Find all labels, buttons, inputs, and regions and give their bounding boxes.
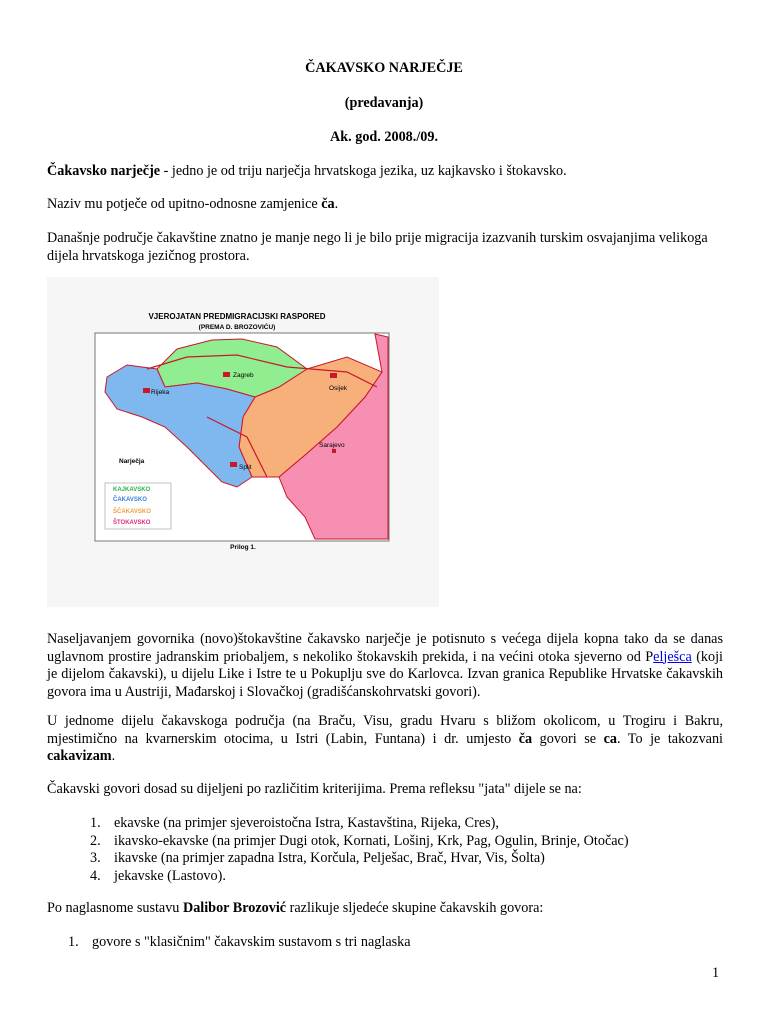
map-subtitle: (PREMA D. BROZOVIĆU) <box>198 324 276 331</box>
cakavizam-end: . <box>111 748 116 764</box>
cakavizam-part3: . To je takozvani <box>616 730 723 747</box>
city-label-rijeka: Rijeka <box>151 389 170 396</box>
dialect-map <box>47 277 439 607</box>
list-item <box>90 815 730 833</box>
naseljavanje-part2: (koji je dijelom čakavski), u dijelu Like i Istre te u Pokuplju sve do Karlovca. Izvan granica Republike Hrvatske čakavskih govora ima u Austriji, Mađarskoj i Slovačkoj (gradišćanskohrvatski govori). <box>47 648 724 700</box>
list-item <box>90 850 730 868</box>
list-number: 1. <box>90 815 101 831</box>
list-text: ikavske (na primjer zapadna Istra, Korčula, Pelješac, Brač, Hvar, Vis, Šolta) <box>114 850 545 866</box>
document-subtitle: (predavanja) <box>344 95 424 111</box>
naseljavanje-part1: Naseljavanjem govornika (novo)štokavštine čakavsko narječje je potisnuto s većega dijela kopna tako da se danas uglavnom prostire jadranskim priobaljem, s nekoliko štokavskih prekida, i na većini otoka sjeverno od P <box>47 631 723 665</box>
naglasni-part1: Po naglasnome sustavu <box>47 900 183 916</box>
city-label-sarajevo: Sarajevo <box>319 442 345 449</box>
naglasni-paragraph <box>47 900 723 918</box>
page-number: 1 <box>712 965 720 981</box>
cakavizam-bold-ca2: ca <box>603 730 617 747</box>
city-marker-osijek <box>330 373 337 378</box>
legend-title: Narječja <box>119 458 145 465</box>
list-item <box>90 868 730 886</box>
city-marker-split <box>230 462 237 467</box>
danasnje-paragraph: Današnje područje čakavštine znatno je manje nego li je bilo prije migracija izazvanih turskim osvajanjima velikoga dijela hrvatskoga jezičnog prostora. <box>47 230 708 264</box>
cakavizam-term: cakavizam <box>47 748 112 764</box>
city-label-osijek: Osijek <box>329 385 348 392</box>
legend-kajkavsko: KAJKAVSKO <box>113 487 151 493</box>
list-item <box>90 833 730 851</box>
list-text: jekavske (Lastovo). <box>114 867 226 884</box>
list-text: ikavsko-ekavske (na primjer Dugi otok, Kornati, Lošinj, Krk, Pag, Ogulin, Brinje, Otočac) <box>114 832 629 849</box>
naziv-end: . <box>334 196 339 212</box>
naglasni-list <box>68 934 708 952</box>
peljesac-link[interactable]: elješca <box>653 648 692 665</box>
intro-paragraph <box>47 163 723 181</box>
city-label-zagreb: Zagreb <box>233 372 254 379</box>
cakavizam-bold-ca: ča <box>518 730 533 747</box>
city-marker-rijeka <box>143 388 150 393</box>
naseljavanje-paragraph <box>47 631 723 701</box>
naziv-paragraph <box>47 196 723 214</box>
intro-term: Čakavsko narječje <box>47 163 161 179</box>
jat-paragraph: Čakavski govori dosad su dijeljeni po različitim kriterijima. Prema refleksu "jata" dijele se na: <box>47 781 582 797</box>
naglasni-part2: razlikuje sljedeće skupine čakavskih govora: <box>286 900 544 916</box>
academic-year: Ak. god. 2008./09. <box>330 129 438 145</box>
cakavizam-paragraph <box>47 713 723 766</box>
list-text: ekavske (na primjer sjeveroistočna Istra, Kastavština, Rijeka, Cres), <box>114 815 499 831</box>
list-number: 2. <box>90 832 101 849</box>
intro-rest: - jedno je od triju narječja hrvatskoga jezika, uz kajkavsko i štokavsko. <box>160 163 567 179</box>
cakavizam-part2: govori se <box>532 730 604 747</box>
map-title: VJEROJATAN PREDMIGRACIJSKI RASPORED <box>148 312 326 321</box>
list-number: 1. <box>68 934 79 950</box>
list-number: 4. <box>90 867 101 884</box>
city-label-split: Split <box>239 464 252 471</box>
list-item <box>68 934 708 952</box>
naziv-bold: ča <box>321 196 335 212</box>
city-marker-zagreb <box>223 372 230 377</box>
list-text: govore s "klasičnim" čakavskim sustavom s tri naglaska <box>92 934 411 950</box>
dialect-map-figure <box>47 277 439 607</box>
jat-list <box>90 815 730 885</box>
legend-stokavsko: ŠTOKAVSKO <box>113 520 151 526</box>
cakavizam-part1: U jednome dijelu čakavskoga područja (na Braču, Visu, gradu Hvaru s bližom okolicom, u Trogiru i Bakru, mjestimično na kvarnerskim otocima, u Istri (Labin, Funtana) i dr. umjesto <box>47 713 723 747</box>
city-marker-sarajevo <box>332 449 336 453</box>
legend-scakavsko: ŠČAKAVSKO <box>113 509 151 515</box>
list-number: 3. <box>90 850 101 866</box>
map-caption: Prilog 1. <box>230 544 256 551</box>
legend-cakavsko: ČAKAVSKO <box>113 497 147 503</box>
document-title: ČAKAVSKO NARJEČJE <box>305 60 463 76</box>
naziv-text: Naziv mu potječe od upitno-odnosne zamjenice <box>47 196 322 212</box>
author-name: Dalibor Brozović <box>182 900 287 916</box>
